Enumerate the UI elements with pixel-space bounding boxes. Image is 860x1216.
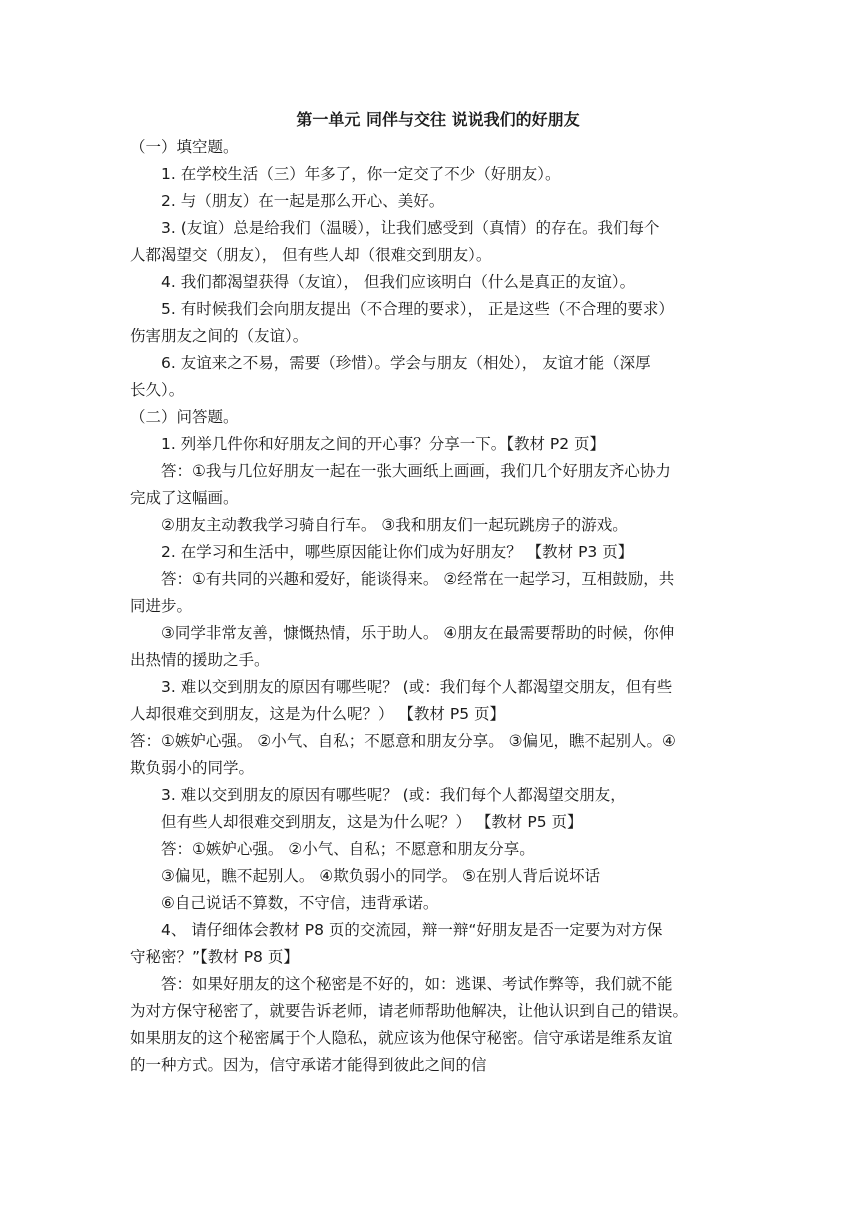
text-line: 人却很难交到朋友，这是为什么呢？） 【教材 P5 页】 bbox=[130, 705, 505, 723]
text-line: 欺负弱小的同学。 bbox=[130, 759, 255, 777]
text-line: 出热情的援助之手。 bbox=[130, 651, 270, 669]
text-line: 3. 难以交到朋友的原因有哪些呢？ (或：我们每个人都渴望交朋友，但有些 bbox=[161, 678, 673, 696]
text-line: 守秘密？”【教材 P8 页】 bbox=[130, 948, 299, 966]
text-line: 3. 难以交到朋友的原因有哪些呢？ (或：我们每个人都渴望交朋友， bbox=[161, 786, 626, 804]
text-line: 答：①嫉妒心强。 ②小气、自私；不愿意和朋友分享。 ③偏见，瞧不起别人。④ bbox=[130, 732, 676, 750]
text-line: 5. 有时候我们会向朋友提出（不合理的要求）， 正是这些（不合理的要求） bbox=[161, 300, 674, 318]
document-page bbox=[130, 106, 730, 1079]
text-line: ③偏见，瞧不起别人。 ④欺负弱小的同学。 ⑤在别人背后说坏话 bbox=[161, 867, 601, 885]
text-line: 4. 我们都渴望获得（友谊）， 但我们应该明白（什么是真正的友谊）。 bbox=[161, 273, 636, 291]
text-line: 但有些人却很难交到朋友，这是为什么呢？） 【教材 P5 页】 bbox=[161, 813, 583, 831]
text-line: 答：①嫉妒心强。 ②小气、自私；不愿意和朋友分享。 bbox=[161, 840, 535, 858]
text-line: 答：如果好朋友的这个秘密是不好的，如：逃课、考试作弊等，我们就不能 bbox=[161, 975, 673, 993]
text-line: 1. 列举几件你和好朋友之间的开心事？分享一下。【教材 P2 页】 bbox=[161, 435, 606, 453]
text-line: 6. 友谊来之不易，需要（珍惜）。学会与朋友（相处）， 友谊才能（深厚 bbox=[161, 354, 651, 372]
text-line: 的一种方式。因为，信守承诺才能得到彼此之间的信 bbox=[130, 1056, 487, 1074]
text-line: ③同学非常友善，慷慨热情，乐于助人。 ④朋友在最需要帮助的时候，你伸 bbox=[161, 624, 675, 642]
text-line: 伤害朋友之间的（友谊）。 bbox=[130, 327, 309, 345]
text-line: 为对方保守秘密了，就要告诉老师，请老师帮助他解决，让他认识到自己的错误。 bbox=[130, 1002, 689, 1020]
text-line: 答：①有共同的兴趣和爱好，能谈得来。 ②经常在一起学习，互相鼓励，共 bbox=[161, 570, 675, 588]
text-line: 如果朋友的这个秘密属于个人隐私，就应该为他保守秘密。信守承诺是维系友谊 bbox=[130, 1029, 673, 1047]
text-line: 2. 与（朋友）在一起是那么开心、美好。 bbox=[161, 192, 445, 210]
text-line: 完成了这幅画。 bbox=[130, 489, 239, 507]
document-body bbox=[130, 134, 730, 1079]
text-line: （一）填空题。 bbox=[130, 138, 239, 156]
text-line: 长久）。 bbox=[130, 381, 185, 399]
text-line: 2. 在学习和生活中，哪些原因能让你们成为好朋友？ 【教材 P3 页】 bbox=[161, 543, 634, 561]
text-line: 同进步。 bbox=[130, 597, 193, 615]
text-line: 1. 在学校生活（三）年多了，你一定交了不少（好朋友）。 bbox=[161, 165, 561, 183]
text-line: （二）问答题。 bbox=[130, 408, 239, 426]
text-line: 答：①我与几位好朋友一起在一张大画纸上画画，我们几个好朋友齐心协力 bbox=[161, 462, 671, 480]
text-line: 4、 请仔细体会教材 P8 页的交流园，辩一辩“好朋友是否一定要为对方保 bbox=[161, 921, 663, 939]
text-line: 3. (友谊）总是给我们（温暖），让我们感受到（真情）的存在。我们每个 bbox=[161, 219, 660, 237]
text-line: ②朋友主动教我学习骑自行车。 ③我和朋友们一起玩跳房子的游戏。 bbox=[161, 516, 628, 534]
text-line: 人都渴望交（朋友）， 但有些人却（很难交到朋友）。 bbox=[130, 246, 492, 264]
document-title: 第一单元 同伴与交往 说说我们的好朋友 bbox=[296, 110, 580, 129]
text-line: ⑥自己说话不算数，不守信，违背承诺。 bbox=[161, 894, 439, 912]
